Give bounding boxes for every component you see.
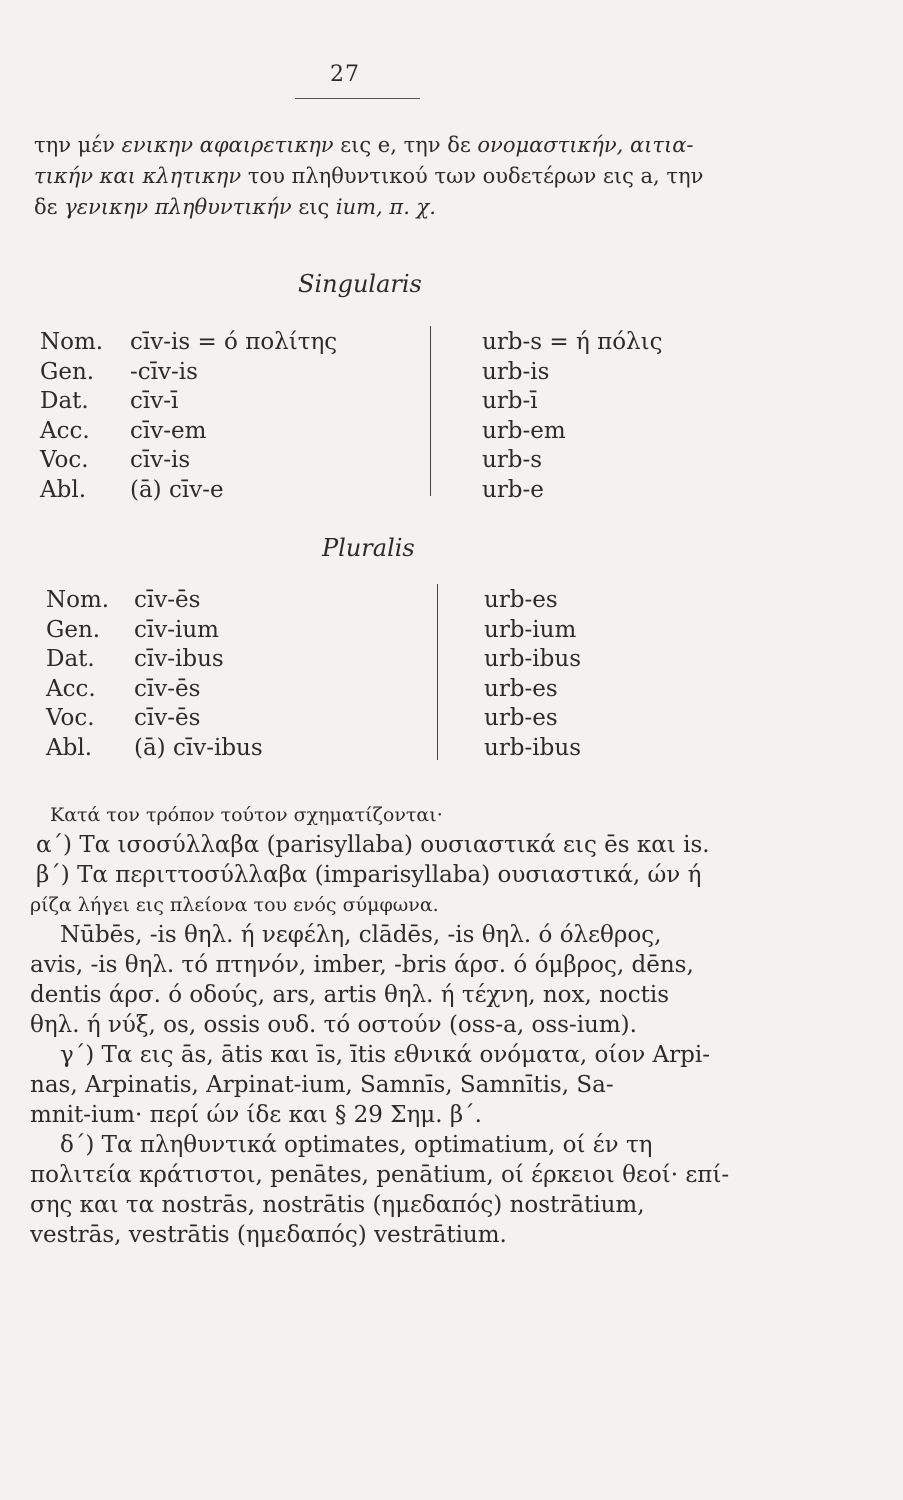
body-line: α΄) Τα ισοσύλλαβα (parisyllaba) ουσιαστικά εις ēs και is. bbox=[36, 832, 710, 858]
urbs-form: urb-ibus bbox=[484, 734, 581, 761]
singular-case-labels bbox=[40, 328, 103, 505]
case-label: Gen. bbox=[46, 616, 101, 643]
civis-form: cīv-ī bbox=[130, 388, 179, 414]
urbs-form: urb-ibus bbox=[484, 646, 581, 672]
civis-form: cīv-ēs bbox=[134, 705, 201, 731]
body-line: δ΄) Τα πληθυντικά optimates, optimatium, οί έν τη bbox=[60, 1132, 653, 1158]
civis-form: cīv-is bbox=[130, 447, 191, 473]
plural-urbs-forms bbox=[484, 586, 581, 763]
page-number-rule bbox=[295, 98, 420, 99]
intro-line: τικήν και κλητικην του πληθυντικού των ουδετέρων εις a, την bbox=[34, 164, 704, 188]
case-label: Dat. bbox=[46, 646, 95, 672]
case-label: Nom. bbox=[40, 329, 104, 355]
civis-form: cīv-ēs bbox=[134, 587, 201, 613]
case-label: Abl. bbox=[40, 476, 86, 503]
body-line: avis, -is θηλ. τό πτηνόν, imber, -bris άρσ. ό όμβρος, dēns, bbox=[30, 952, 694, 978]
civis-form: (ā) cīv-ibus bbox=[134, 734, 263, 761]
case-label: Dat. bbox=[40, 388, 89, 414]
singular-heading: Singularis bbox=[298, 270, 422, 298]
page-number: 27 bbox=[330, 62, 360, 87]
case-label: Acc. bbox=[40, 417, 90, 444]
civis-form: cīv-ibus bbox=[134, 646, 224, 672]
body-line: mnit-ium· περί ών ίδε και § 29 Σημ. β΄. bbox=[30, 1102, 482, 1128]
urbs-form: urb-em bbox=[482, 417, 566, 444]
civis-form: (ā) cīv-e bbox=[130, 476, 224, 503]
case-label: Acc. bbox=[46, 675, 96, 702]
plural-civis-forms bbox=[134, 586, 263, 763]
urbs-form: urb-es bbox=[484, 705, 558, 731]
intro-paragraph bbox=[34, 130, 734, 223]
intro-line: την μέν ενικην αφαιρετικην εις e, την δε ονομαστικήν, αιτια- bbox=[34, 133, 694, 157]
civis-form: cīv-ium bbox=[134, 616, 219, 643]
body-line: σης και τα nostrās, nostrātis (ημεδαπός) nostrātium, bbox=[30, 1192, 645, 1218]
body-line: nas, Arpinatis, Arpinat-ium, Samnīs, Samnītis, Sa- bbox=[30, 1072, 614, 1098]
case-label: Voc. bbox=[46, 705, 95, 731]
plural-heading: Pluralis bbox=[322, 534, 415, 562]
body-line: vestrās, vestrātis (ημεδαπός) vestrātium. bbox=[30, 1222, 507, 1248]
civis-form: cīv-em bbox=[130, 417, 207, 444]
plural-case-labels bbox=[46, 586, 109, 763]
civis-form: -cīv-is bbox=[130, 358, 198, 385]
urbs-form: urb-is bbox=[482, 358, 550, 385]
body-line: Κατά τον τρόπον τούτον σχηματίζονται· bbox=[50, 804, 443, 826]
case-label: Voc. bbox=[40, 447, 89, 473]
urbs-form: urb-es bbox=[484, 675, 558, 702]
intro-line: δε γενικην πληθυντικήν εις ium, π. χ. bbox=[34, 195, 436, 219]
body-paragraphs bbox=[30, 800, 750, 1250]
body-line: ρίζα λήγει εις πλείονα του ενός σύμφωνα. bbox=[30, 894, 439, 916]
case-label: Abl. bbox=[46, 734, 92, 761]
case-label: Gen. bbox=[40, 358, 95, 385]
urbs-form: urb-es bbox=[484, 587, 558, 613]
body-line: πολιτεία κράτιστοι, penātes, penātium, οί έρκειοι θεοί· επί- bbox=[30, 1162, 730, 1188]
plural-column-divider bbox=[437, 584, 438, 760]
singular-column-divider bbox=[430, 326, 431, 496]
urbs-form: urb-s = ή πόλις bbox=[482, 329, 663, 355]
urbs-form: urb-ī bbox=[482, 388, 538, 414]
body-line: β΄) Τα περιττοσύλλαβα (imparisyllaba) ουσιαστικά, ών ή bbox=[36, 862, 702, 888]
body-line: Nūbēs, -is θηλ. ή νεφέλη, clādēs, -is θηλ. ό όλεθρος, bbox=[60, 922, 662, 948]
body-line: θηλ. ή νύξ, os, ossis ουδ. τό οστούν (oss-a, oss-ium). bbox=[30, 1012, 637, 1038]
singular-civis-forms bbox=[130, 328, 337, 505]
urbs-form: urb-s bbox=[482, 447, 543, 473]
body-line: dentis άρσ. ό οδούς, ars, artis θηλ. ή τέχνη, nox, noctis bbox=[30, 982, 670, 1008]
urbs-form: urb-ium bbox=[484, 616, 577, 643]
urbs-form: urb-e bbox=[482, 476, 544, 503]
civis-form: cīv-is = ό πολίτης bbox=[130, 329, 338, 355]
singular-urbs-forms bbox=[482, 328, 663, 505]
civis-form: cīv-ēs bbox=[134, 675, 201, 702]
case-label: Nom. bbox=[46, 587, 110, 613]
body-line: γ΄) Τα εις ās, ātis και īs, ītis εθνικά ονόματα, οίον Arpi- bbox=[60, 1042, 710, 1068]
